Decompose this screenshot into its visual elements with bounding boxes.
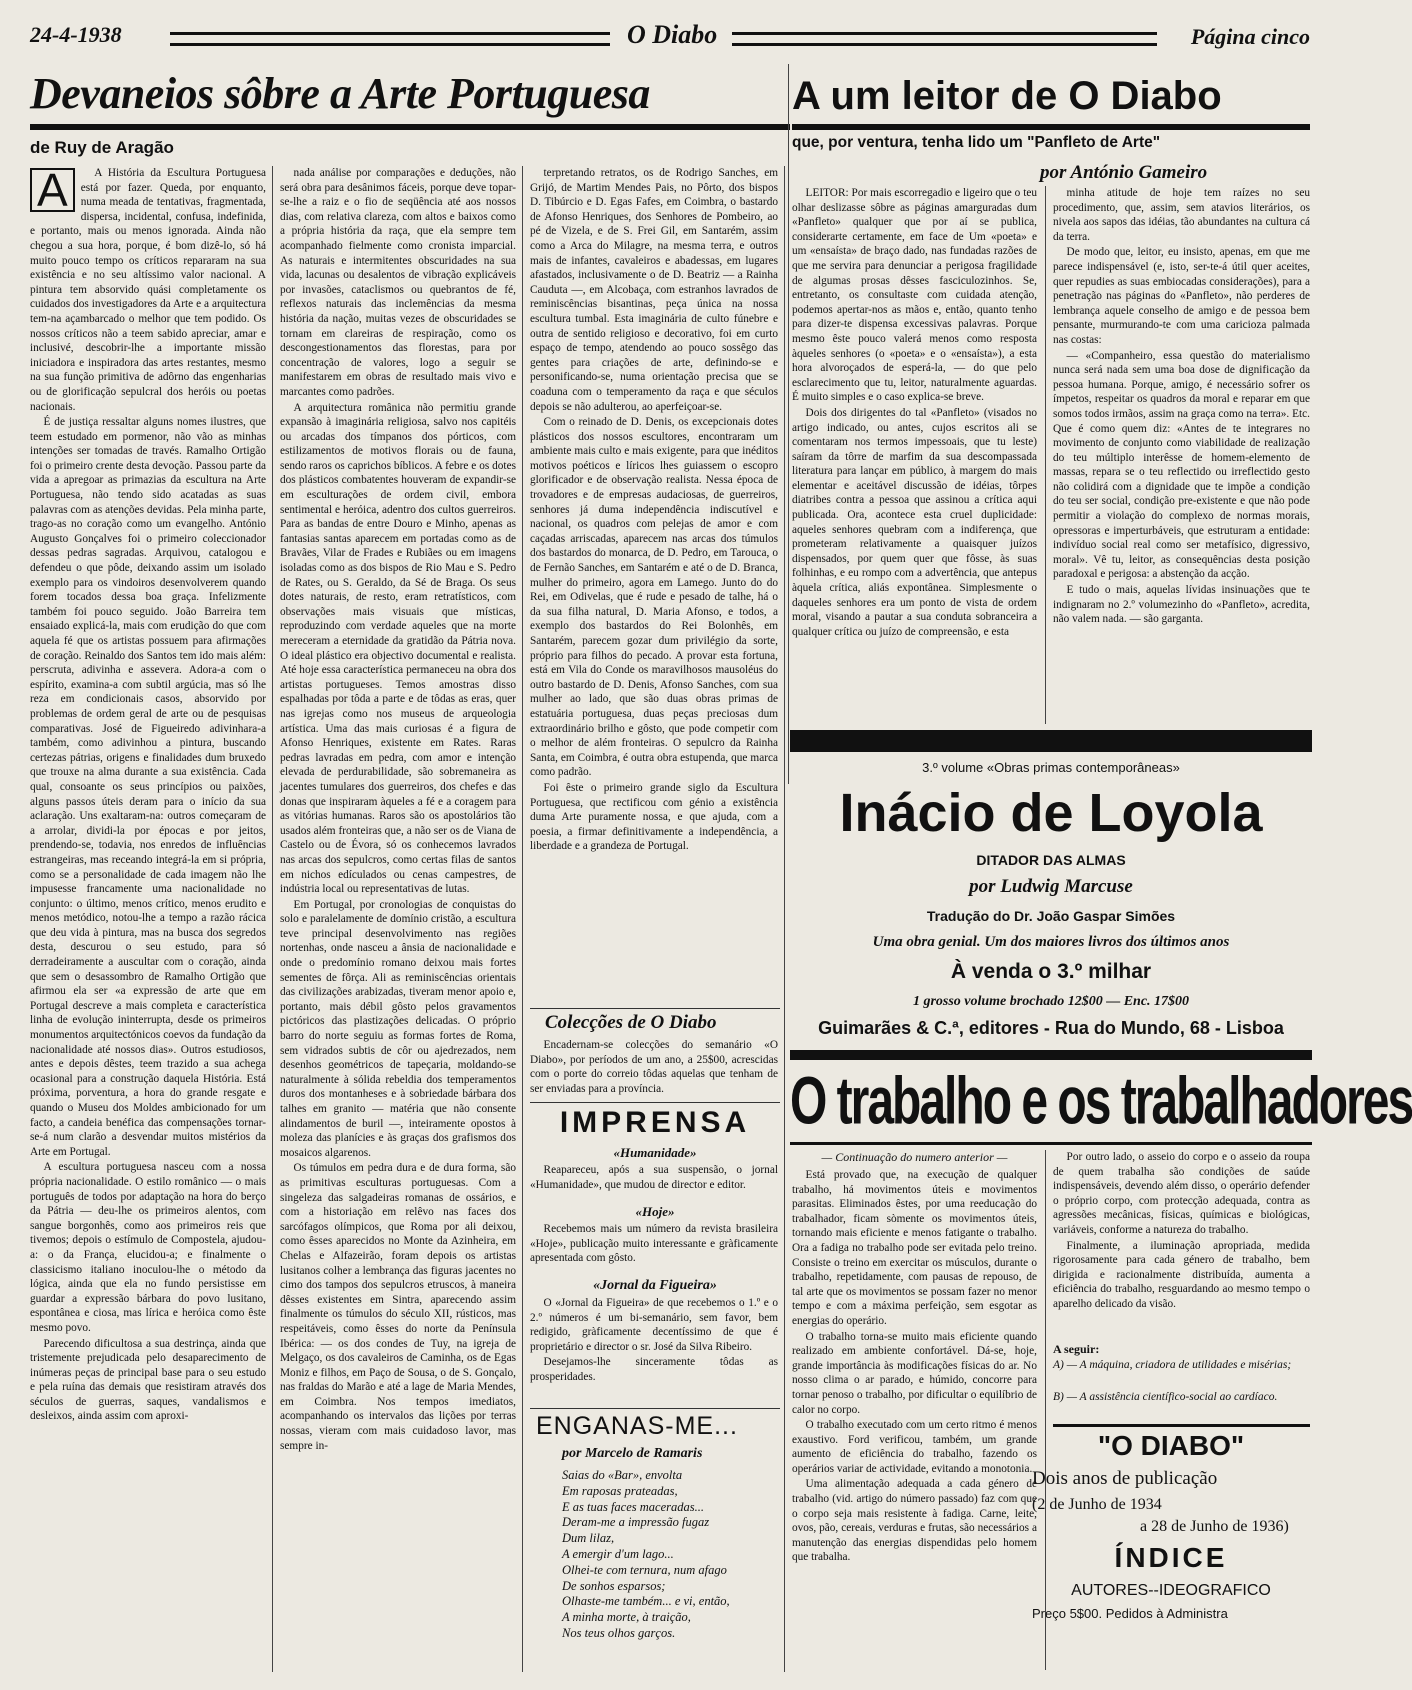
imprensa-heading: «Jornal da Figueira» <box>593 1278 717 1293</box>
poem-line: Nos teus olhos garços. <box>562 1625 676 1640</box>
paragraph: Dois dos dirigentes do tal «Panfleto» (visados no artigo indicado, ou antes, cujos escritos ali se comentaram nos termos impessoais, que tu leste) saíram da tôrre de marfim da sua descompassada literatura para lançar em público, à margem do mais elementar e aceitável discussão de idéias, tôrpes diatribes contra a pessoa que assinou a crítica aqui publicada. Ora, acontece esta cruel duplicidade: aqueles senhores quebram com a indiferença, que prometeram relativamente a quaisquer juízos dispensados, por quem quer que fôsse, às suas folhinhas, e eu rompo com a advertência, que antepus àquela crítica, aliás expontânea. Simplesmente o daqueles senhores era um ponto de vista de ordem moral, visando a pautar a sua conduta sobranceira a qualquer crítica ou juízo de compreensão, e esta <box>792 406 1037 638</box>
title-underline <box>30 124 790 130</box>
column-divider <box>1045 186 1046 724</box>
main-article-column-3 <box>530 166 778 1004</box>
diabo-ad-authors: AUTORES--IDEOGRAFICO <box>1071 1582 1271 1599</box>
column-divider <box>272 166 273 1672</box>
ad-book-subtitle: DITADOR DAS ALMAS <box>976 852 1126 868</box>
paragraph: A arquitectura românica não permitiu grande expansão à imaginária religiosa, salvo nos capitéis ou arcadas dos tímpanos dos pórticos, com estilizamentos de motivos florais ou de fauna, sendo raros os caprichos bíblicos. A febre e os dotes dos plásticos combatentes houveram de expandir-se em esculturações de ordem civil, embora sentimental e heróica, adentro dos cultos guerreiros. Para as bandas de entre Douro e Minho, apenas as fantasias santas aparecem em portadas como as de Bravães, Vilar de Frades e Rubiães ou em imagens isoladas como as dos bispos de Rio Mau e S. Pedro de Rates, ou S. Geraldo, da Sé de Braga. Os seus dotes naturais, de resto, eram retratísticos, com observações mais visuais que místicas, reproduzindo com verdade aqueles que na morte mereceram a eternidade da gratidão da Pátria nova. O ideal plástico era objectivo documental e realista. Até hoje essa característica permaneceu na obra dos artistas portugueses. Temos amostras disso espalhadas por tôda a parte e de tôdas as eras, quer nas igrejas como nos museus de arqueologia artística. Uma das mais curiosas é a figura de Afonso Henriques, existente em Rates. Raras pedras lavradas em pedra, com amor e intenção elevada de perdurabilidade, são sobremaneira as jacentes tumulares dos guerreiros, dos chefes e das donas que inspiraram àqueles a fé e a coragem para as vitórias humanas. Raros são os apostolários tão usados além fronteiras que, a não ser os de Viana de Castelo ou de Évora, só os conhecemos lavrados nas arcas dos sepulcros, como certas filas de santos em nichos edículados ou cenas campestres, de indústria local ou representativas de lutas. <box>280 401 516 896</box>
trabalho-next-label: A seguir: <box>1053 1342 1100 1356</box>
colleccoes-text <box>530 1038 778 1098</box>
ad-black-band <box>790 730 1312 752</box>
paragraph: nada análise por comparações e deduções, não será obra para desânimos fáceis, porque deve topar-se-lhe a raiz e o fio de seqüência até aos nossos dias, com relativa clareza, com altos e baixos como a própria história da raça, que ela sempre tem acompanhado fielmente como cronista imparcial. As naturais e intermitentes obscuridades na sua vida, lacunas ou desalentos de vibração explicáveis por invasões, cataclismos ou quebrantos de fé, reflexos naturais das inclemências da mesma história da nação, muitas vezes de obscuridades se tornam em clareiras de respiração, como os descongestionamentos das florestas, para por concentração de valores, logo a seguir se manifestarem em obras de resultado mais vivo e marcantes como padrões. <box>280 167 516 398</box>
imprensa-text <box>530 1163 778 1209</box>
trabalho-title: O trabalho e os trabalhadores <box>790 1064 1412 1139</box>
section-rule <box>530 1102 780 1103</box>
colleccoes-title: Colecções de O Diabo <box>545 1012 717 1033</box>
diabo-ad-line1: Dois anos de publicação <box>1032 1468 1218 1489</box>
imprensa-heading: «Humanidade» <box>613 1145 697 1160</box>
trabalho-next-b: B) — A assistência científico-social ao cardíaco. <box>1053 1391 1278 1403</box>
poem-line: Deram-me a impressão fugaz <box>562 1515 710 1530</box>
issue-date: 24-4-1938 <box>30 22 122 47</box>
ad-book-praise: Uma obra genial. Um dos maiores livros dos últimos anos <box>872 934 1230 950</box>
paragraph: Está provado que, na execução de qualquer trabalho, há movimentos úteis e movimentos parasitas. Eliminados êstes, por uma reeducação do trabalhador, ficam sòmente os movimentos úteis, tornando mais eficiente e menos fatigante o trabalho. Ora a fadiga no trabalho pode ser evitada pelo treino. Consiste o treino em exercitar os músculos, durante o trabalho, repetidamente, com pausas de repouso, de tal arte que os movimentos se possam fazer no menor tempo e com a máxima perfeição, sem esgotar as energias do operário. <box>792 1169 1037 1327</box>
right-article-byline: por António Gameiro <box>1040 162 1208 183</box>
diabo-ad-title: "O DIABO" <box>1097 1430 1245 1461</box>
paragraph: De modo que, leitor, eu insisto, apenas, em que me parece indispensável (e, isto, ser-te-á útil quer aceites, quer repudies as suas embiocadas considerações), para a penetração nas páginas do «Panfleto», não perderes de lembrança aquele conselho de amigo e de pessoa bem pensante, murmurando-te com uma caricioza palmada nas costas: <box>1053 246 1310 346</box>
ad-book-price: 1 grosso volume brochado 12$00 — Enc. 17$00 <box>912 994 1190 1009</box>
ad-book-author: por Ludwig Marcuse <box>969 876 1133 897</box>
paragraph: A História da Escultura Portuguesa está por fazer. Queda, por enquanto, numa meada de tentativas, fragmentada, dispersa, incidental, confusa, indefinida, e portanto, mais ou menos ignorada. Ainda não chegou a sua hora, porque, é bom dizê-lo, só há muito pouco tempo os críticos repararam na sua existência e no seu altíssimo valor nacional. A pintura tem absorvido quási completamente os cuidados dos investigadores da Arte e a arquitectura tem-na açambarcado o melhor que tem podido. Os nossos críticos não a teem sabido apreciar, amar e inclusivé, descobrir-lhe a importante missão iniciadora e inspiradora das artes restantes, mesmo na sua função primitiva de adôrno das engenharias ou de glorificação sepulcral dos heróis ou poetas nacionais. <box>30 167 266 413</box>
section-rule <box>1053 1424 1310 1427</box>
column-divider <box>784 166 785 1672</box>
newspaper-name: O Diabo <box>627 20 718 49</box>
poem-line: A emergir d'um lago... <box>562 1546 674 1561</box>
trabalho-continuation: — Continuação do numero anterior — <box>821 1150 1008 1164</box>
paragraph: É de justiça ressaltar alguns nomes ilustres, que teem estudado em pormenor, não vão as minhas intenções ser tomadas de través. Ramalho Ortigão foi o primeiro crente desta devoção. Passou parte da vida a apregoar as primazias da escultura na Arte Portuguesa, não tendo sido acatadas as suas palavras com as atenções devidas. Pela minha parte, trago-as no coração como um evangelho. António Augusto Gonçalves foi o primeiro coleccionador dessas pedras sagradas. Arquivou, catalogou e defendeu o que pôde, deixando assim um isolado exemplo para os vindoiros desenvolverem quando forem tocados dessa boa graça. Infelizmente também foi pouco seguido. João Barreira tem ensaiado explicá-la, mais com erudição do que com aquela fé que os artistas possuem para afirmações de coração. Reinaldo dos Santos tem ido mais além: perscruta, adivinha e assevera. Adora-a com o espírito, examina-a com subtil argúcia, mas só lhe reza em condicionais casos, absorvido por problemas de ordem geral de arte ou de pesquisas comparativas. José de Figueiredo adivinhara-a também, como adivinhou a pintura, buscando certezas pátrias, origens e finalidades dum bruxedo que trouxe na alma durante a sua existência. Cada qual, consoante os seus princípios ou paixões, alguns passos úteis deram para o início da sua aclaração. Uns exaltaram-na: outros começaram de a arrolar, dividi-la por épocas e por jeitos, prendendo-se, todavia, nos enredos de influências estrangeiras, mas receando integrá-la em si própria, como se a personalidade de cada imagem não lhe impusesse francamente uma nacionalidade no conjunto: o último, menos crítico, menos erudito e menos metódico, notou-lhe a tempo a razão rácica que deu vida à pintura, mas na busca dos segredos desta, descurou o seu estudo, para só derradeiramente a auscultar com o coração, ainda que sem o desassombro de Ramalho Ortigão que afirmou ela ser «a expressão de arte que em Portugal descreve a mais completa e característica linha de evolução ininterrupta, desde os primeiros monumentos arquitectónicos coevos da fundação da nacionalidade até nossos dias». Outros estudiosos, antes e depois dêstes, teem trazido a sua achega ocasional para a construção daquela História. Está próxima, porventura, a hora do grande resgate e quando o Museu dos Moldes ambicionado for um facto, a candeia benéfica das compensações tornar-se-á num clarão a desvendar muitos mistérios da Arte em Portugal. <box>30 416 266 1158</box>
column-divider <box>788 64 789 784</box>
paragraph: Uma alimentação adequada a cada género de trabalho (vid. artigo do número passado) faz com que o corpo seja mais resistente à fadiga. Carne, leite, ovos, pão, cereais, verduras e frutas, são necessários a manutenção das energias dispendidas pelo homem que trabalha. <box>792 1478 1037 1564</box>
paragraph: Encadernam-se colecções do semanário «O Diabo», por períodos de um ano, a 25$00, acrescidas com o porte do correio tôdas aquelas que tenham de ser enviadas para a província. <box>530 1039 778 1095</box>
imprensa-heading: «Hoje» <box>635 1204 675 1219</box>
right-article-column-2 <box>1053 186 1310 724</box>
right-article-subtitle: que, por ventura, tenha lido um "Panfleto de Arte" <box>792 134 1161 151</box>
main-article-byline: de Ruy de Aragão <box>30 138 174 157</box>
right-title-underline <box>792 124 1310 130</box>
section-rule <box>530 1008 780 1009</box>
paragraph: O trabalho torna-se muito mais eficiente quando realizado em ambiente confortável. Dá-se, hoje, grande importância às modificações físicas do ar. No nosso clima o ar parado, e húmido, concorre para tornar penoso o trabalho, por dificultar o equilíbrio de calor no corpo. <box>792 1330 1037 1416</box>
diabo-ad-line3: a 28 de Junho de 1936) <box>1140 1518 1289 1535</box>
drop-cap: A <box>30 168 75 212</box>
trabalho-next-a: A) — A máquina, criadora de utilidades e misérias; <box>1053 1359 1292 1371</box>
diabo-ad-line2: (2 de Junho de 1934 <box>1032 1496 1162 1513</box>
paragraph: terpretando retratos, os de Rodrigo Sanches, em Grijó, de Martim Mendes Pais, no Pôrto, dos bispos D. Tibúrcio e D. Egas Fafes, em Coimbra, o bastardo de Afonso Henriques, dos Senhores de Pombeiro, ao pé de Vizela, e de S. Frei Gil, em Santarém, assim como a Arca do Milagre, na mesma terra, e outros mais de infantes, cavaleiros e abadessas, em lugares afastados, inclusivamente o de D. Beatriz — a Rainha Cauduta —, em Alcobaça, com estranhos lavrados de reminiscências bisantinas, peça única na nossa escultura tumbal. Esta imaginária de culto fúnebre e outra de sentido religioso e decorativo, foi em curto espaço de tempo, atendendo ao pouco sossêgo das gentes para criações de arte, definindo-se e personificando-se, numa orientação precisa que se coaduna com o temperamento da raça e que séculos depois se não adulterou, ao aperfeiçoar-se. <box>530 167 778 413</box>
main-article-column-2 <box>280 166 516 1672</box>
diabo-ad-price: Preço 5$00. Pedidos à Administra <box>1032 1606 1228 1621</box>
ad-series: 3.º volume «Obras primas contemporâneas» <box>922 760 1180 775</box>
poem-lines <box>562 1468 777 1642</box>
poem-title: ENGANAS-ME... <box>536 1412 738 1440</box>
ad-book-translation: Tradução do Dr. João Gaspar Simões <box>926 908 1176 924</box>
paragraph: Reapareceu, após a sua suspensão, o jornal «Humanidade», que mudou de director e editor. <box>530 1164 778 1191</box>
imprensa-title: IMPRENSA <box>559 1106 751 1139</box>
paragraph: O «Jornal da Figueira» de que recebemos o 1.º e o 2.º números é um bi-semanário, sem favor, bem redigido, gràficamente decentíssimo de que é proprietário e director o sr. José da Silva Ribeiro. <box>530 1297 778 1353</box>
poem-line: Olhei-te com ternura, num afago <box>562 1562 727 1577</box>
paragraph: LEITOR: Por mais escorregadio e ligeiro que o teu olhar deslizasse sôbre as páginas amarguradas dum «Panfleto» qualquer que por aí se publica, considerarte certamente, em face de Um «poeta» e um «ensaísta» de braço dado, nas fundadas razões de que me servira para denunciar a perigosa fragilidade de algumas prosas dêsses fasciculozinhos. Se, entretanto, os consultaste com cuidada atenção, podemos apertar-nos as mãos e, então, quanto tenho para dizer-te dispensa excessivas palavras. Porque mesmo êste pouco valerá menos como resposta àqueles senhores (o «poeta» e o «ensaísta»), a esta hora alvoroçados de esperá-la, — do que pelo esclarecimento que tu, leitor, naturalmente aguardas. É muito simples e o caso explica-se breve. <box>792 187 1037 404</box>
section-rule <box>790 1142 1312 1145</box>
poem-line: Saias do «Bar», envolta <box>562 1468 683 1482</box>
page-number: Página cinco <box>1190 24 1310 49</box>
poem-line: E as tuas faces maceradas... <box>562 1499 704 1514</box>
ad-black-band <box>790 1050 1312 1060</box>
paragraph: Finalmente, a iluminação apropriada, medida rigorosamente para cada género de trabalho, bem dirigida e racionalmente distribuída, aumenta a eficiência do trabalho, resguardando ao mesmo tempo o aparelho delicado da visão. <box>1053 1239 1310 1310</box>
right-article-title: A um leitor de O Diabo <box>792 74 1222 118</box>
poem-line: Dum lilaz, <box>562 1531 615 1546</box>
diabo-ad-index: ÍNDICE <box>1114 1542 1228 1573</box>
poem-line: Em raposas prateadas, <box>562 1483 678 1498</box>
trabalho-column-2 <box>1053 1150 1310 1340</box>
section-rule <box>530 1408 780 1409</box>
paragraph: Recebemos mais um número da revista brasileira «Hoje», publicação muito interessante e gràficamente apresentada com gôsto. <box>530 1223 778 1265</box>
right-article-column-1 <box>792 186 1037 724</box>
paragraph: Os túmulos em pedra dura e de dura forma, são as primitivas esculturas portuguesas. Com a singeleza das salgadeiras romanas de ossários, e com a historiação em relêvo nas faces dos sarcófagos olímpicos, que Roma por ali deixou, como êsses aparecidos no Monte da Azinheira, em Chelas e Alfazeirão, foram depois os artistas lusitanos colher a lembrança das figuras jacentes no cimo dos tampos dos sepulcros etruscos, à maneira dêsses existentes em Sintra, aparecendo assim finalmente os túmulos do século XII, rústicos, mas respeitáveis, como êsses do norte da Península Ibérica: — os dos condes de Tuy, na igreja de Melgaço, os dos cavaleiros de Caminha, os de Egas Moniz e filhos, em Paço de Sousa, o de S. Gonçalo, nas fraldas do Marão e até a lage de Maria Mendes, em Coimbra. Nos tempos imediatos, acompanhando os intervalos das lições por terras nossas, vieram com mais cuidadoso lavor, mas sempre in- <box>280 1162 516 1452</box>
paragraph: Parecendo dificultosa a sua destrinça, ainda que tristemente prejudicada pelo desaparecimento de inúmeras peças de principal base para o seu estudo e pela ruína das demais que resistiram através dos séculos de guerras, saques, vandalismos e desleixos, ainda assim com aproxi- <box>30 1337 266 1423</box>
header-rule-left <box>170 32 610 46</box>
paragraph: minha atitude de hoje tem raízes no seu procedimento, que, assim, sem atavios literários, os nivela aos sapos das idéias, tão abundantes na cultura cá da terra. <box>1053 187 1310 243</box>
paragraph: E tudo o mais, aquelas lívidas insinuações que te indignaram no 2.º volumezinho do «Panfleto», acredita, não valem nada. — são garganta. <box>1053 584 1310 626</box>
paragraph: Foi êste o primeiro grande siglo da Escultura Portuguesa, que rectificou com génio a existência duma Arte puramente nossa, e que ajuda, com a poesia, a firmar definitivamente a independência, a liberdade e a grandeza de Portugal. <box>530 781 778 853</box>
column-divider <box>522 166 523 1672</box>
paragraph: Por outro lado, o asseio do corpo e o asseio da roupa de quem trabalha são condições de saúde indispensáveis, devendo além disso, o operário defender o próprio corpo, com protecção adequada, contra as agressões mecânicas, físicas, químicas e biológicas, variáveis, conforme a natureza do trabalho. <box>1053 1151 1310 1236</box>
main-article-title: Devaneios sôbre a Arte Portuguesa <box>30 69 650 118</box>
trabalho-column-1 <box>792 1168 1037 1672</box>
ad-book-sale: À venda o 3.º milhar <box>950 960 1152 983</box>
paragraph: A escultura portuguesa nasceu com a nossa própria nacionalidade. O estilo românico — o mais português de todos por adaptação na hora do berço da Pátria — deu-lhe os primeiros alentos, com sangue borgonhês, como aos primeiros reis que tivemos; depois o estímulo de Compostela, ajudou-a: o da França, elucidou-a; e finalmente o classicismo italiano inoculou-lhe o método da lógica, ainda que ela no fundo persistisse em guardar a expressão bárbara do povo lusitano, espontânea e ciosa, mas lírica e heróica como êste mesmo povo. <box>30 1161 266 1334</box>
paragraph: O trabalho executado com um certo ritmo é menos exaustivo. Ford verificou, também, um grande aumento de eficiência do trabalho, fazendo os operários variar de actividade, evitando a monotonia. <box>792 1419 1037 1475</box>
poem-line: Olhaste-me também... e vi, então, <box>562 1594 730 1609</box>
header-rule-right <box>732 32 1157 46</box>
page-header <box>30 20 1310 52</box>
imprensa-text <box>530 1222 778 1268</box>
poem-line: A minha morte, à traição, <box>562 1610 691 1625</box>
paragraph: Desejamos-lhe sinceramente tôdas as prosperidades. <box>530 1356 778 1383</box>
poem-author: por Marcelo de Ramaris <box>562 1446 703 1461</box>
imprensa-text <box>530 1296 778 1396</box>
poem-line: De sonhos esparsos; <box>562 1578 666 1593</box>
ad-book-title: Inácio de Loyola <box>839 783 1263 843</box>
ad-publisher: Guimarães & C.ª, editores - Rua do Mundo, 68 - Lisboa <box>818 1018 1284 1038</box>
paragraph: Em Portugal, por cronologias de conquistas do solo e paralelamente de domínio cristão, a escultura teve principal desenvolvimento nas regiões nortenhas, onde nasceu a ânsia de nacionalidade e onde o predomínio romano deixou mais fortes sementes de fôrça. Ali as reminiscências orientais das civilizações arabizadas, tiveram menor apoio e, portanto, mais débil gôsto pelos gravamentos pictóricos das plastizações delicadas. O próprio barro do norte seguiu as formas fortes de Roma, sem vidrados subtis de côr ou ajedrezados, nem desenhos geométricos de tapeçaria, moldando-se naturalmente à sólida rebeldia dos temperamentos duros dos montanheses e à sobriedade bárbara dos talhes em granito — matéria que não consente alindamentos de buril —, inteiramente opostos à moleza das planícies e às graças dos grafismos dos mosaicos algarenos. <box>280 898 516 1159</box>
paragraph: Com o reinado de D. Denis, os excepcionais dotes plásticos dos nossos escultores, encontraram um ambiente mais culto e mais exigente, para que inéditos motivos poéticos e líricos lhes guiassem o escopro glorificador e de observação realista. Nessa época de trovadores e de empresas audaciosas, de guerreiros, senhores já duma independência indiscutível e nacional, os quadros com pelejas de amor e com caçadas arriscadas, aparecem nas arcas dos túmulos dos bastardos do monarca, de D. Pedro, em Tarouca, o de Fernão Sanches, em Santarém e até o de D. Branca, mulher do primeiro, agora em Lamego. Junto do do Rei, em Odivelas, que é rude e pesado de talhe, há o da sua filha natural, D. Maria Afonso, e todos, a exemplo dos bastardos do Rei Bolonhês, em Santarém, parecem gozar dum privilégio da sorte, próprio para filhos do pecado. A provar esta fortuna, está em Vila do Conde os maravilhosos mausoléus do outro bastardo de D. Denis, Afonso Sanches, com sua mulher ao lado, que são duas obras primas de estatuária portuguesa, duas peças preciosas dum extraordinário brilho e gôsto, que pode competir com o melhor de além fronteiras. O sepulcro da Rainha Santa, em Coimbra, é outra obra estupenda, que marca como padrão. <box>530 416 778 779</box>
main-article-column-1 <box>30 166 266 1672</box>
paragraph: — «Companheiro, essa questão do materialismo nunca será nada sem uma boa dose de dignificação da pessoa humana. Porque, amigo, é necessário sofrer os ímpetos, respeitar os quadros da moral e reparar em que somos todos irmãos, assim na graça como na terra». Etc. Que é como quem diz: «Antes de te integrares no movimento de conjunto como viabilidade de realização do teu múltiplo interêsse de homem-elemento de massas, repara se o teu reflectido ou irreflectido gesto não colidirá com a dignidade que te impõe a condição do teu ser social, condição pre-existente e que não pode permitir a violação do complexo de normas morais, opressoras e imperturbáveis, que estruturam a entidade: indivíduo social real como ser metafísico, digressivo, moral». Vê tu, leitor, as consequências desta posição paradoxal e perigosa: a abstenção da acção. <box>1053 349 1310 581</box>
